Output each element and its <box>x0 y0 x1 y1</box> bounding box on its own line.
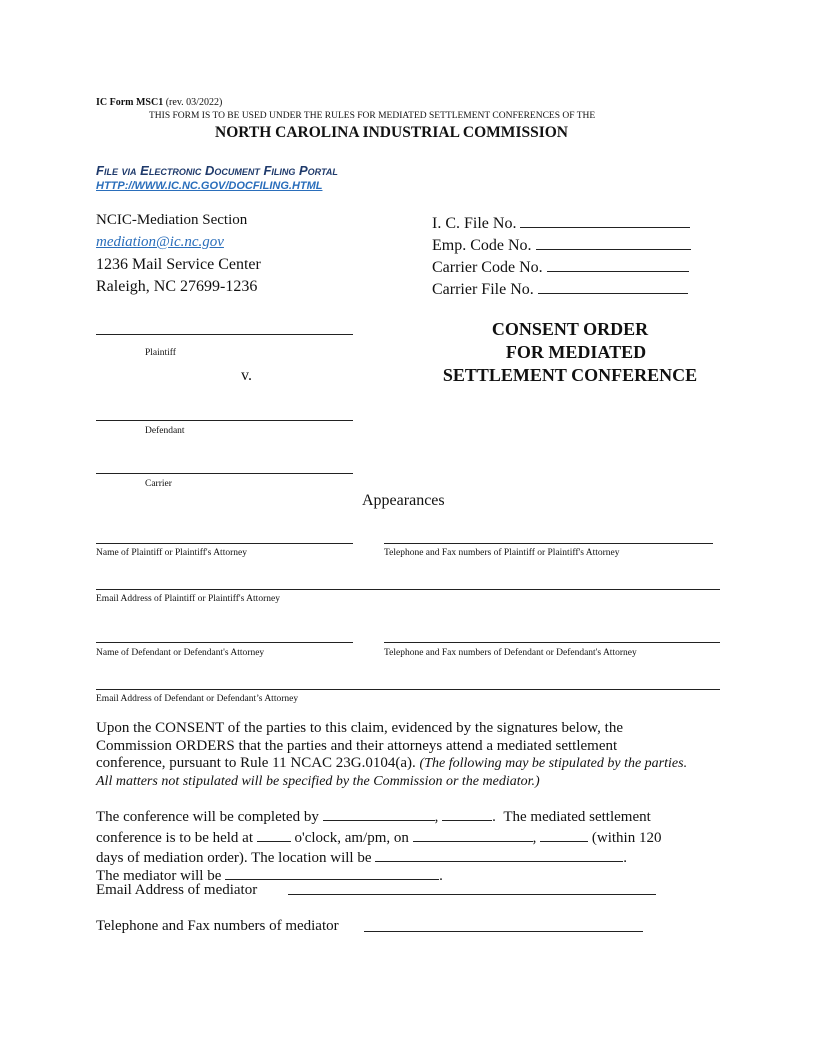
commission-title: NORTH CAROLINA INDUSTRIAL COMMISSION <box>215 124 568 141</box>
mail-center: 1236 Mail Service Center <box>96 256 261 273</box>
held-at-line: conference is to be held at o'clock, am/pm, on , (within 120 <box>96 827 661 847</box>
defendant-name-line[interactable] <box>96 642 353 643</box>
carrier-code-blank[interactable] <box>547 257 689 272</box>
oclock-label: o'clock, am/pm, on <box>294 830 409 846</box>
held-on-date-blank[interactable] <box>413 827 533 842</box>
consent-rule: conference, pursuant to Rule 11 NCAC 23G.0104(a). <box>96 755 416 771</box>
order-title-line3: SETTLEMENT CONFERENCE <box>442 365 698 385</box>
consent-paragraph <box>96 720 687 790</box>
mediator-label: The mediator will be <box>96 868 222 884</box>
consent-line4 <box>96 773 687 791</box>
plaintiff-name-label: Name of Plaintiff or Plaintiff's Attorney <box>96 548 247 558</box>
carrier-file-label: Carrier File No. <box>432 281 534 298</box>
completed-by-year-blank[interactable] <box>442 806 492 821</box>
defendant-name-label: Name of Defendant or Defendant's Attorney <box>96 648 265 658</box>
defendant-line[interactable] <box>96 420 353 421</box>
versus-label: v. <box>241 367 252 384</box>
order-title-line1: CONSENT ORDER <box>491 319 649 339</box>
defendant-label: Defendant <box>145 426 185 436</box>
defendant-phone-line[interactable] <box>384 642 720 643</box>
defendant-email-line[interactable] <box>96 689 720 690</box>
carrier-label: Carrier <box>145 479 172 489</box>
consent-line3 <box>96 755 687 773</box>
mediation-email-link[interactable]: mediation@ic.nc.gov <box>96 234 224 250</box>
form-id: IC Form MSC1 <box>96 97 164 108</box>
location-label: days of mediation order). The location will be <box>96 850 372 866</box>
consent-line1: Upon the CONSENT of the parties to this claim, evidenced by the signatures below, the <box>96 720 623 736</box>
plaintiff-line[interactable] <box>96 334 353 335</box>
mediator-phone-blank[interactable] <box>364 931 643 932</box>
within-label: (within 120 <box>591 830 662 846</box>
carrier-line[interactable] <box>96 473 353 474</box>
completed-by-label: The conference will be completed by <box>96 809 319 825</box>
form-revision: (rev. 03/2022) <box>165 97 223 108</box>
order-title <box>420 318 720 387</box>
plaintiff-name-line[interactable] <box>96 543 353 544</box>
carrier-code-label: Carrier Code No. <box>432 259 543 276</box>
mediator-phone-label: Telephone and Fax numbers of mediator <box>96 918 339 934</box>
mediator-email-label: Email Address of mediator <box>96 882 258 898</box>
mediated-settlement-label: The mediated settlement <box>503 809 651 825</box>
location-line: days of mediation order). The location will be . <box>96 847 627 867</box>
consent-line2: Commission ORDERS that the parties and their attorneys attend a mediated settlement <box>96 737 618 754</box>
held-on-year-blank[interactable] <box>540 827 588 842</box>
mediator-email-blank[interactable] <box>288 894 656 895</box>
held-at-time-blank[interactable] <box>257 827 291 842</box>
mediation-section: NCIC-Mediation Section <box>96 212 248 228</box>
plaintiff-email-label: Email Address of Plaintiff or Plaintiff's Attorney <box>96 594 280 604</box>
mediator-email-line <box>96 882 257 899</box>
rules-notice: THIS FORM IS TO BE USED UNDER THE RULES FOR MEDIATED SETTLEMENT CONFERENCES OF THE <box>149 111 596 121</box>
defendant-email-label: Email Address of Defendant or Defendant’s Attorney <box>96 694 299 704</box>
ic-file-label: I. C. File No. <box>432 215 517 232</box>
plaintiff-phone-label: Telephone and Fax numbers of Plaintiff or Plaintiff's Attorney <box>384 548 620 558</box>
carrier-file-blank[interactable] <box>538 279 688 294</box>
filing-portal-link[interactable]: HTTP://WWW.IC.NC.GOV/DOCFILING.HTML <box>96 180 323 192</box>
mediator-line: The mediator will be . <box>96 865 443 885</box>
consent-not-stipulated: All matters not stipulated will be specified by the Commission or the mediator.) <box>96 773 540 789</box>
ic-file-blank[interactable] <box>520 213 690 228</box>
emp-code-blank[interactable] <box>536 235 691 250</box>
carrier-code-field[interactable] <box>432 257 689 277</box>
plaintiff-email-line[interactable] <box>96 589 720 590</box>
appearances-heading: Appearances <box>362 492 445 509</box>
mediator-phone-line <box>96 918 339 935</box>
emp-code-field[interactable] <box>432 235 691 255</box>
completed-by-line: The conference will be completed by , . The mediated settlement <box>96 806 651 826</box>
defendant-phone-label: Telephone and Fax numbers of Defendant or Defendant's Attorney <box>384 648 637 658</box>
plaintiff-phone-line[interactable] <box>384 543 713 544</box>
filing-portal-title: File via Electronic Document Filing Portal <box>96 163 338 178</box>
consent-stipulation: (The following may be stipulated by the parties. <box>419 756 688 771</box>
held-at-label: conference is to be held at <box>96 830 254 846</box>
carrier-file-field[interactable] <box>432 279 688 299</box>
form-id-line <box>96 97 222 108</box>
location-blank[interactable] <box>375 847 623 862</box>
completed-by-date-blank[interactable] <box>323 806 435 821</box>
city-zip: Raleigh, NC 27699-1236 <box>96 278 258 295</box>
mediator-blank[interactable] <box>225 865 439 880</box>
emp-code-label: Emp. Code No. <box>432 237 532 254</box>
ic-file-field[interactable] <box>432 213 690 233</box>
plaintiff-label: Plaintiff <box>145 348 176 358</box>
order-title-line2: FOR MEDIATED <box>505 342 647 362</box>
